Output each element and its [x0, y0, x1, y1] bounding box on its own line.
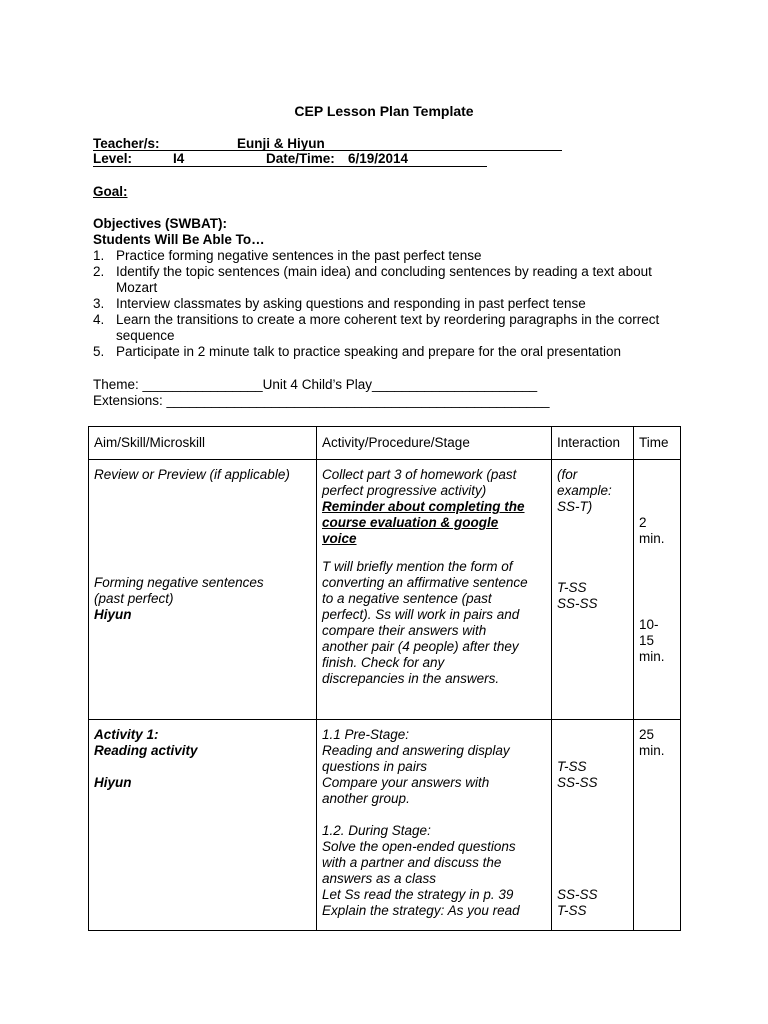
- objective-item: [93, 344, 693, 360]
- interaction-value: T-SS: [557, 903, 587, 918]
- goal-label: Goal:: [93, 184, 128, 199]
- theme-line: [93, 377, 537, 392]
- activity-collect-line-2: perfect progressive activity): [322, 483, 487, 498]
- during-stage-line: Explain the strategy: As you read: [322, 903, 520, 918]
- aim-cell: [89, 460, 317, 720]
- objective-number: 1.: [93, 248, 105, 263]
- aim-negative-line-1: Forming negative sentences: [94, 575, 264, 590]
- activity-mention-line: converting an affirmative sentence: [322, 575, 528, 590]
- activity-mention-line: compare their answers with: [322, 623, 487, 638]
- pre-stage-line: Reading and answering display: [322, 743, 510, 758]
- aim-teacher: Hiyun: [94, 607, 132, 622]
- activity-reminder-line-1: Reminder about completing the: [322, 499, 525, 514]
- interaction-example-line: (for: [557, 467, 578, 482]
- datetime-label: Date/Time:: [266, 151, 335, 166]
- activity-mention-line: discrepancies in the answers.: [322, 671, 500, 686]
- level-underline: [93, 166, 487, 167]
- pre-stage-line: questions in pairs: [322, 759, 428, 774]
- aim-cell: [89, 720, 317, 931]
- interaction-cell: [552, 720, 634, 931]
- time-value: 10-: [639, 617, 659, 632]
- during-stage-line: with a partner and discuss the: [322, 855, 502, 870]
- time-value: 15: [639, 633, 655, 648]
- activity-cell: [317, 720, 552, 931]
- objective-text: Practice forming negative sentences in the past perfect tense: [116, 248, 482, 263]
- aim-teacher: Hiyun: [94, 775, 132, 790]
- aim-activity-label: Activity 1:: [94, 727, 159, 742]
- level-value: I4: [173, 151, 185, 166]
- objective-item: [93, 264, 681, 296]
- interaction-value: SS-SS: [557, 775, 598, 790]
- interaction-value: SS-SS: [557, 887, 598, 902]
- theme-label: Theme:: [93, 377, 143, 392]
- interaction-value: T-SS: [557, 759, 587, 774]
- document-title: CEP Lesson Plan Template: [294, 103, 474, 119]
- activity-mention-line: finish. Check for any: [322, 655, 445, 670]
- activity-collect-line-1: Collect part 3 of homework (past: [322, 467, 517, 482]
- time-cell: [634, 460, 681, 720]
- pre-stage-line: another group.: [322, 791, 410, 806]
- column-header-time: Time: [634, 427, 681, 460]
- objective-text: Identify the topic sentences (main idea) and concluding sentences by reading a text about Mozart: [116, 264, 652, 295]
- activity-cell: [317, 460, 552, 720]
- objective-item: [93, 248, 693, 264]
- time-cell: [634, 720, 681, 931]
- activity-mention-line: another pair (4 people) after they: [322, 639, 519, 654]
- time-value: 25: [639, 727, 655, 742]
- objectives-heading: Objectives (SWBAT):: [93, 216, 228, 231]
- interaction-example-line: example:: [557, 483, 612, 498]
- during-stage-line: Solve the open-ended questions: [322, 839, 516, 854]
- aim-review: Review or Preview (if applicable): [94, 467, 290, 482]
- objective-item: [93, 312, 706, 344]
- during-stage-line: 1.2. During Stage:: [322, 823, 431, 838]
- table-header-row: [89, 427, 681, 460]
- during-stage-line: answers as a class: [322, 871, 437, 886]
- objective-number: 3.: [93, 296, 105, 311]
- objective-number: 5.: [93, 344, 105, 359]
- table-row: [89, 460, 681, 720]
- activity-mention-line: perfect). Ss will work in pairs and: [322, 607, 520, 622]
- activity-reminder-line-3: voice: [322, 531, 357, 546]
- extensions-label: Extensions:: [93, 393, 167, 408]
- datetime-value: 6/19/2014: [348, 151, 409, 166]
- objective-number: 4.: [93, 312, 105, 327]
- teacher-value: Eunji & Hiyun: [237, 136, 325, 151]
- level-label: Level:: [93, 151, 133, 166]
- during-stage-line: Let Ss read the strategy in p. 39: [322, 887, 514, 902]
- time-unit: min.: [639, 743, 665, 758]
- teacher-label: Teacher/s:: [93, 136, 160, 151]
- theme-trail-blank: ______________________: [371, 377, 538, 392]
- column-header-activity: Activity/Procedure/Stage: [317, 427, 552, 460]
- aim-reading-label: Reading activity: [94, 743, 198, 758]
- column-header-interaction: Interaction: [552, 427, 634, 460]
- time-value: 2: [639, 515, 647, 530]
- extensions-line: [93, 393, 549, 408]
- interaction-example-line: SS-T): [557, 499, 593, 514]
- interaction-value: T-SS: [557, 580, 587, 595]
- objective-item: [93, 296, 693, 312]
- activity-reminder-line-2: course evaluation & google: [322, 515, 499, 530]
- time-unit: min.: [639, 649, 665, 664]
- pre-stage-line: Compare your answers with: [322, 775, 490, 790]
- table-row: [89, 720, 681, 931]
- objectives-list: [93, 248, 693, 360]
- time-unit: min.: [639, 531, 665, 546]
- theme-value: Unit 4 Child’s Play: [262, 377, 372, 392]
- theme-lead-blank: ________________: [142, 377, 263, 392]
- pre-stage-line: 1.1 Pre-Stage:: [322, 727, 410, 742]
- column-header-aim: Aim/Skill/Microskill: [89, 427, 317, 460]
- objective-text: Learn the transitions to create a more coherent text by reordering paragraphs in the correct sequence: [116, 312, 660, 343]
- activity-mention-line: T will briefly mention the form of: [322, 559, 513, 574]
- aim-negative-line-2: (past perfect): [94, 591, 174, 606]
- interaction-value: SS-SS: [557, 596, 598, 611]
- objective-number: 2.: [93, 264, 105, 279]
- extensions-blank: ___________________________________________________: [166, 393, 550, 408]
- objective-text: Interview classmates by asking questions and responding in past perfect tense: [116, 296, 586, 311]
- interaction-cell: [552, 460, 634, 720]
- objective-text: Participate in 2 minute talk to practice speaking and prepare for the oral presentation: [116, 344, 622, 359]
- objectives-subheading: Students Will Be Able To…: [93, 232, 265, 247]
- lesson-plan-table: [88, 426, 681, 931]
- activity-mention-line: to a negative sentence (past: [322, 591, 492, 606]
